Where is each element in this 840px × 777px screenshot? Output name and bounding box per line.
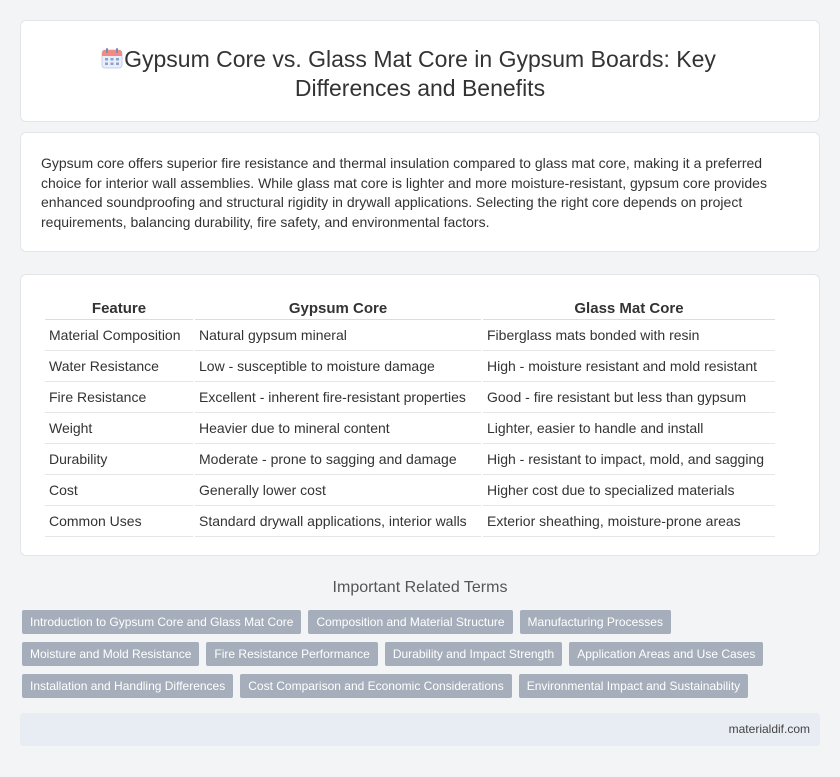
table-cell: Lighter, easier to handle and install [483, 413, 775, 444]
related-term-tag[interactable]: Installation and Handling Differences [22, 674, 233, 698]
footer-site-link[interactable]: materialdif.com [728, 722, 810, 736]
table-cell: Cost [45, 475, 193, 506]
header-glass-mat-core: Glass Mat Core [483, 295, 775, 320]
table-row [45, 320, 775, 351]
related-term-tag[interactable]: Composition and Material Structure [308, 610, 512, 634]
table-row [45, 475, 775, 506]
related-term-tag[interactable]: Introduction to Gypsum Core and Glass Mat Core [22, 610, 301, 634]
table-cell: Weight [45, 413, 193, 444]
header-feature: Feature [45, 295, 193, 320]
related-term-tag[interactable]: Fire Resistance Performance [206, 642, 377, 666]
table-cell: Water Resistance [45, 351, 193, 382]
table-cell: Moderate - prone to sagging and damage [195, 444, 481, 475]
summary-card [20, 132, 820, 252]
table-cell: Excellent - inherent fire-resistant properties [195, 382, 481, 413]
table-header-row [45, 295, 775, 320]
table-row [45, 444, 775, 475]
table-cell: Heavier due to mineral content [195, 413, 481, 444]
related-term-tag[interactable]: Moisture and Mold Resistance [22, 642, 199, 666]
table-cell: Generally lower cost [195, 475, 481, 506]
table-cell: Material Composition [45, 320, 193, 351]
table-cell: Durability [45, 444, 193, 475]
related-term-tag[interactable]: Application Areas and Use Cases [569, 642, 763, 666]
table-row [45, 413, 775, 444]
related-term-tag[interactable]: Durability and Impact Strength [385, 642, 562, 666]
table-cell: High - resistant to impact, mold, and sagging [483, 444, 775, 475]
table-cell: Exterior sheathing, moisture-prone areas [483, 506, 775, 537]
page-title: Gypsum Core vs. Glass Mat Core in Gypsum Boards: Key Differences and Benefits [124, 46, 716, 101]
table-cell: High - moisture resistant and mold resistant [483, 351, 775, 382]
table-cell: Low - susceptible to moisture damage [195, 351, 481, 382]
table-cell: Higher cost due to specialized materials [483, 475, 775, 506]
table-cell: Standard drywall applications, interior walls [195, 506, 481, 537]
related-term-tag[interactable]: Cost Comparison and Economic Considerations [240, 674, 511, 698]
table-row [45, 506, 775, 537]
footer [20, 713, 820, 746]
comparison-table [43, 295, 777, 537]
table-cell: Common Uses [45, 506, 193, 537]
table-row [45, 351, 775, 382]
title-card [20, 20, 820, 122]
table-cell: Good - fire resistant but less than gypsum [483, 382, 775, 413]
related-term-tag[interactable]: Manufacturing Processes [520, 610, 671, 634]
comparison-card [20, 274, 820, 556]
table-cell: Fire Resistance [45, 382, 193, 413]
related-terms-title: Important Related Terms [332, 579, 508, 596]
table-cell: Fiberglass mats bonded with resin [483, 320, 775, 351]
related-terms-list [22, 610, 822, 706]
summary-text: Gypsum core offers superior fire resistance and thermal insulation compared to glass mat core, making it a preferred choice for interior wall assemblies. While glass mat core is lighter and more moisture-resistant, gypsum core provides enhanced soundproofing and structural rigidity in drywall applications. Selecting the right core depends on project requirements, balancing durability, fire safety, and environmental factors. [41, 155, 767, 230]
table-cell: Natural gypsum mineral [195, 320, 481, 351]
header-gypsum-core: Gypsum Core [195, 295, 481, 320]
table-row [45, 382, 775, 413]
related-term-tag[interactable]: Environmental Impact and Sustainability [519, 674, 748, 698]
